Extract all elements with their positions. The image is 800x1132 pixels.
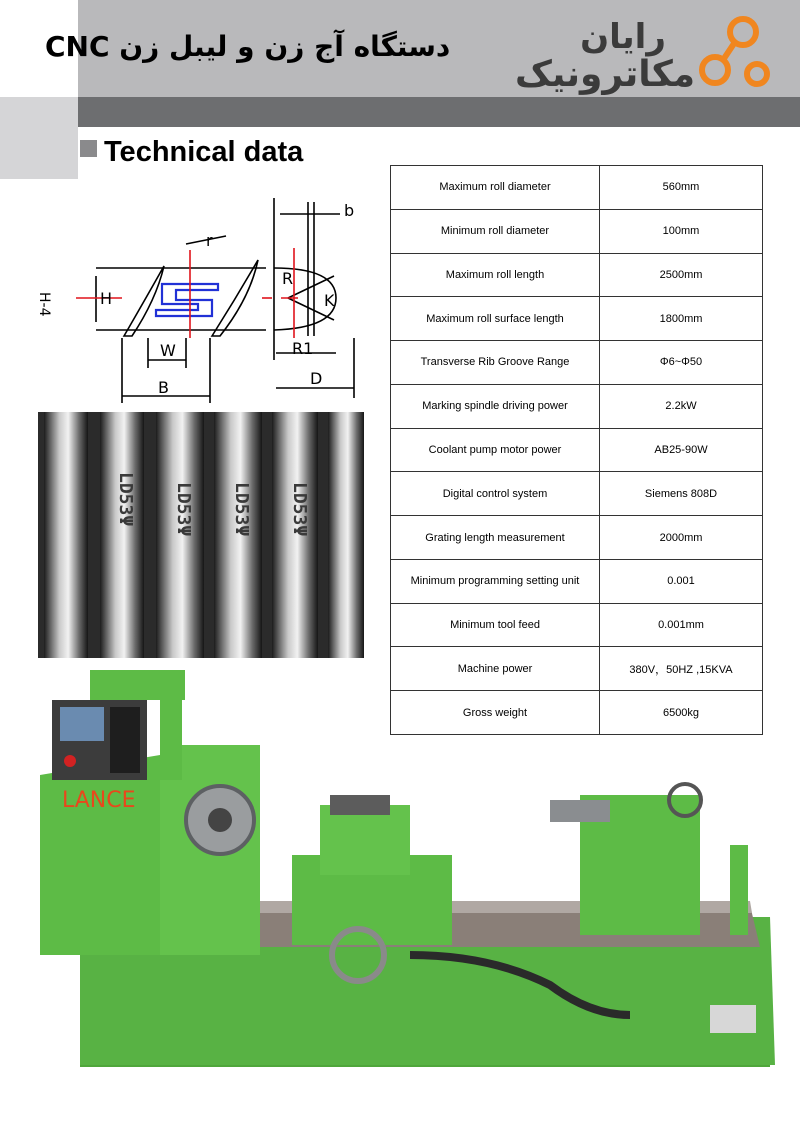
section-title: Technical data <box>104 136 304 168</box>
spec-row <box>391 166 763 210</box>
label-d: D <box>310 369 323 388</box>
logo-text-top: رایان <box>580 17 666 57</box>
spec-row <box>391 559 763 603</box>
label-b: b <box>344 201 355 220</box>
spec-value: 2500mm <box>600 253 763 297</box>
spec-value: 2000mm <box>600 516 763 560</box>
engraving-3: LD53Ψ <box>231 482 252 537</box>
spec-row <box>391 384 763 428</box>
spec-param: Grating length measurement <box>391 516 600 560</box>
spec-value: 1800mm <box>600 297 763 341</box>
spec-value: AB25-90W <box>600 428 763 472</box>
page-title: CNC دستگاه آج زن و لیبل زن <box>45 30 451 63</box>
spec-table <box>390 165 763 735</box>
cnc-machine-illustration <box>30 655 780 1125</box>
spec-row <box>391 516 763 560</box>
spec-row <box>391 209 763 253</box>
spec-value: 0.001 <box>600 559 763 603</box>
spec-param: Gross weight <box>391 691 600 735</box>
spec-value: 100mm <box>600 209 763 253</box>
side-block <box>0 97 78 179</box>
logo-gear-icon <box>702 19 767 84</box>
spec-param: Transverse Rib Groove Range <box>391 341 600 385</box>
spec-param: Maximum roll length <box>391 253 600 297</box>
spec-param: Coolant pump motor power <box>391 428 600 472</box>
spec-param: Digital control system <box>391 472 600 516</box>
spec-row <box>391 428 763 472</box>
spec-row <box>391 341 763 385</box>
spec-param: Maximum roll surface length <box>391 297 600 341</box>
spec-value: 2.2kW <box>600 384 763 428</box>
engraved-roll-photo <box>38 412 364 658</box>
label-w: W <box>160 341 176 360</box>
rib-groove-diagram <box>36 188 376 410</box>
label-h-rot: H-4 <box>36 292 52 317</box>
spec-param: Minimum tool feed <box>391 603 600 647</box>
spec-row <box>391 472 763 516</box>
spec-param: Marking spindle driving power <box>391 384 600 428</box>
logo-text-bottom: مکاترونیک <box>514 54 696 95</box>
label-b-width: B <box>158 378 169 397</box>
section-marker <box>80 140 97 157</box>
spec-param: Minimum roll diameter <box>391 209 600 253</box>
label-r-side: R <box>282 269 294 288</box>
spec-value: 0.001mm <box>600 603 763 647</box>
company-logo <box>495 8 780 96</box>
header-bar <box>78 97 800 127</box>
label-r1: R1 <box>292 339 314 358</box>
engraving-2: LD53Ψ <box>173 482 194 537</box>
engraving-1: LD53Ψ <box>115 472 136 527</box>
spec-value: 560mm <box>600 166 763 210</box>
spec-row <box>391 253 763 297</box>
machine-brand: LANCE <box>62 788 136 813</box>
spec-row <box>391 297 763 341</box>
label-r: r <box>206 231 213 250</box>
spec-value: Φ6~Φ50 <box>600 341 763 385</box>
spec-value: 380V，50HZ ,15KVA <box>600 647 763 691</box>
spec-value: Siemens 808D <box>600 472 763 516</box>
label-k: K <box>324 291 335 310</box>
spec-param: Machine power <box>391 647 600 691</box>
engraving-4: LD53Ψ <box>289 482 310 537</box>
spec-row <box>391 603 763 647</box>
spec-value: 6500kg <box>600 691 763 735</box>
label-h: H <box>100 289 113 308</box>
spec-param: Minimum programming setting unit <box>391 559 600 603</box>
spec-param: Maximum roll diameter <box>391 166 600 210</box>
